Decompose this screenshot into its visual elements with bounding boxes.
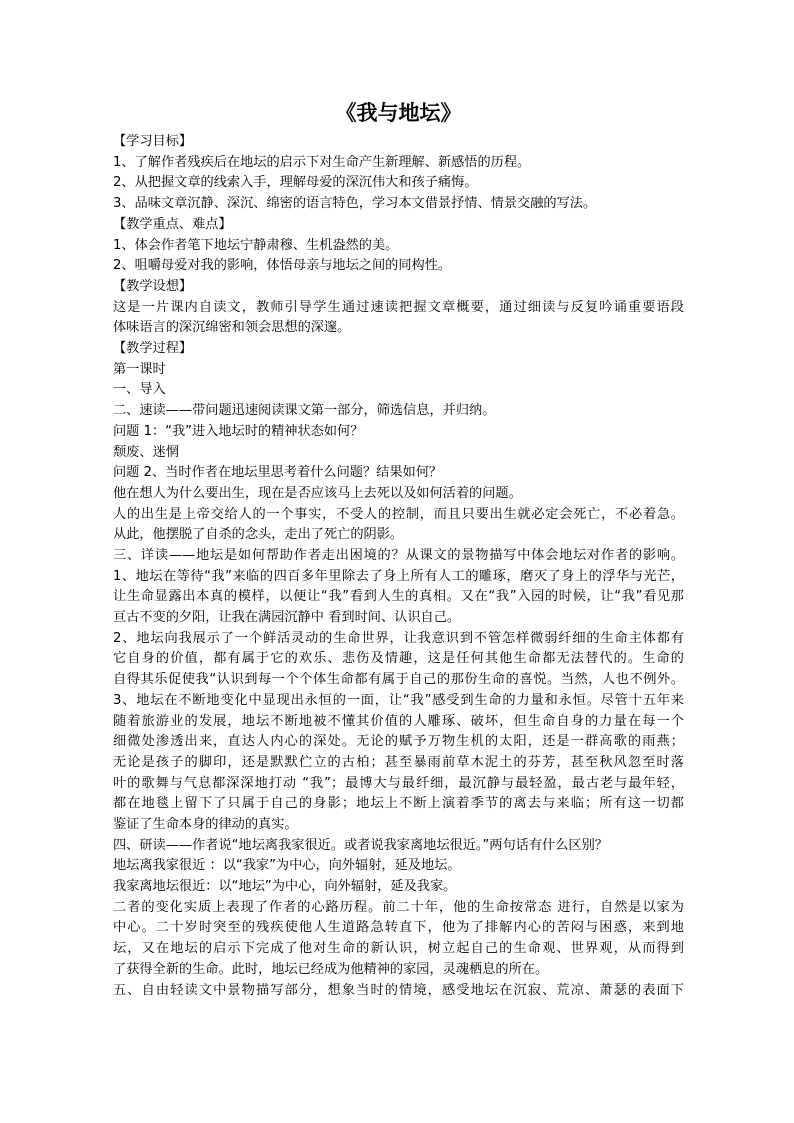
document-title: 《我与地坛》 [335,100,462,125]
text-line: 他在想人为什么要出生，现在是否应该马上去死以及如何活着的问题。 [113,485,522,501]
text-line: 二、速读——带问题迅速阅读课文第一部分，筛选信息，并归纳。 [113,403,496,419]
text-line: 【教学过程】 [113,341,193,357]
text-line: 四、研读——作者说“地坛离我家很近。或者说我家离地坛很近。”两句话有什么区别？ [113,837,608,853]
text-line: 都在地毯上留下了只属于自己的身影；地坛上不断上演着季节的离去与来临；所有这一切都 [113,796,684,812]
text-line: 第一课时 [113,361,166,377]
text-line: 【教学重点、难点】 [113,216,232,232]
text-line: 细微处渗透出来，直达人内心的深处。无论的赋予万物生机的太阳，还是一群高歌的雨燕； [113,734,684,750]
text-line: 二者的变化实质上表现了作者的心路历程。前二十年，他的生命按常态 进行，自然是以家为 [113,899,684,915]
text-line: 自得其乐促使我“认识到每一个个体生命都有属于自己的那份生命的喜悦。当然，人也不例外。 [113,672,684,688]
text-line: 三、详读——地坛是如何帮助作者走出困境的？从课文的景物描写中体会地坛对作者的影响。 [113,548,684,564]
text-line: 1、了解作者残疾后在地坛的启示下对生命产生新理解、新感悟的历程。 [113,154,531,170]
text-line: 问题 2、当时作者在地坛里思考着什么问题？结果如何？ [113,465,443,481]
text-line: 1、体会作者笔下地坛宁静肃穆、生机盎然的美。 [113,237,399,253]
text-line: 鉴证了生命本身的律动的真实。 [113,816,298,832]
text-line: 【教学设想】 [113,278,193,294]
text-line: 地坛离我家很近 ：以“我家”为中心，向外辐射，延及地坛。 [113,858,461,874]
text-line: 颓废、迷惘 [113,444,179,460]
text-line: 中心。二十岁时突至的残疾使他人生道路急转直下，他为了排解内心的苦闷与困惑，来到地 [113,920,684,936]
text-line: 人的出生是上帝交给人的一个事实，不受人的控制，而且只要出生就必定会死亡，不必着急。 [113,506,684,522]
text-line: 亘古不变的夕阳，让我在满园沉静中 看到时间、认识自己。 [113,610,461,626]
text-line: 让生命显露出本真的模样，以便让“我”看到人生的真相。又在“我”入园的时候，让“我”看见那 [113,589,684,605]
text-line: 2、地坛向我展示了一个鲜活灵动的生命世界，让我意识到不管怎样微弱纤细的生命主体都有 [113,630,684,646]
text-line: 3、品味文章沉静、深沉、绵密的语言特色，学习本文借景抒情、情景交融的写法。 [113,196,597,212]
text-line: 我家离地坛很近：以“地坛”为中心，向外辐射，延及我家。 [113,879,457,895]
text-line: 问题 1：“我”进入地坛时的精神状态如何？ [113,423,364,439]
text-line: 它自身的价值，都有属于它的欢乐、悲伤及情趣，这是任何其他生命都无法替代的。生命的 [113,651,684,667]
text-line: 叶的歌舞与气息都深深地打动 “我”；最博大与最纤细，最沉静与最轻盈，最古老与最年轻， [113,775,684,791]
text-line: 五、自由轻读文中景物描写部分，想象当时的情境，感受地坛在沉寂、荒凉、萧瑟的表面下 [113,982,684,998]
text-line: 从此，他摆脱了自杀的念头，走出了死亡的阴影。 [113,527,404,543]
text-line: 体味语言的深沉绵密和领会思想的深邃。 [113,320,351,336]
text-line: 随着旅游业的发展，地坛不断地被不懂其价值的人雕琢、破坏，但生命自身的力量在每一个 [113,713,684,729]
text-line: 3、地坛在不断地变化中显现出永恒的一面，让“我”感受到生命的力量和永恒。尽管十五年来 [113,692,684,708]
text-line: 一、导入 [113,382,166,398]
text-line: 2、从把握文章的线索入手，理解母爱的深沉伟大和孩子痛悔。 [113,175,478,191]
document-body [113,132,684,1001]
document-page [113,98,684,1001]
text-line: 这是一片课内自读文，教师引导学生通过速读把握文章概要，通过细读与反复吟诵重要语段 [113,299,684,315]
text-line: 了获得全新的生命。此时，地坛已经成为他精神的家园，灵魂栖息的所在。 [113,961,549,977]
text-line: 坛，又在地坛的启示下完成了他对生命的新认识，树立起自己的生命观、世界观，从而得到 [113,941,684,957]
text-line: 【学习目标】 [113,134,193,149]
text-line: 2、咀嚼母爱对我的影响，体悟母亲与地坛之间的同构性。 [113,258,452,274]
text-line: 无论是孩子的脚印，还是默默伫立的古柏；甚至暴雨前草木泥土的芬芳，甚至秋风忽至时落 [113,754,684,770]
text-line: 1、地坛在等待“我”来临的四百多年里除去了身上所有人工的雕琢，磨灭了身上的浮华与光芒， [113,568,684,584]
